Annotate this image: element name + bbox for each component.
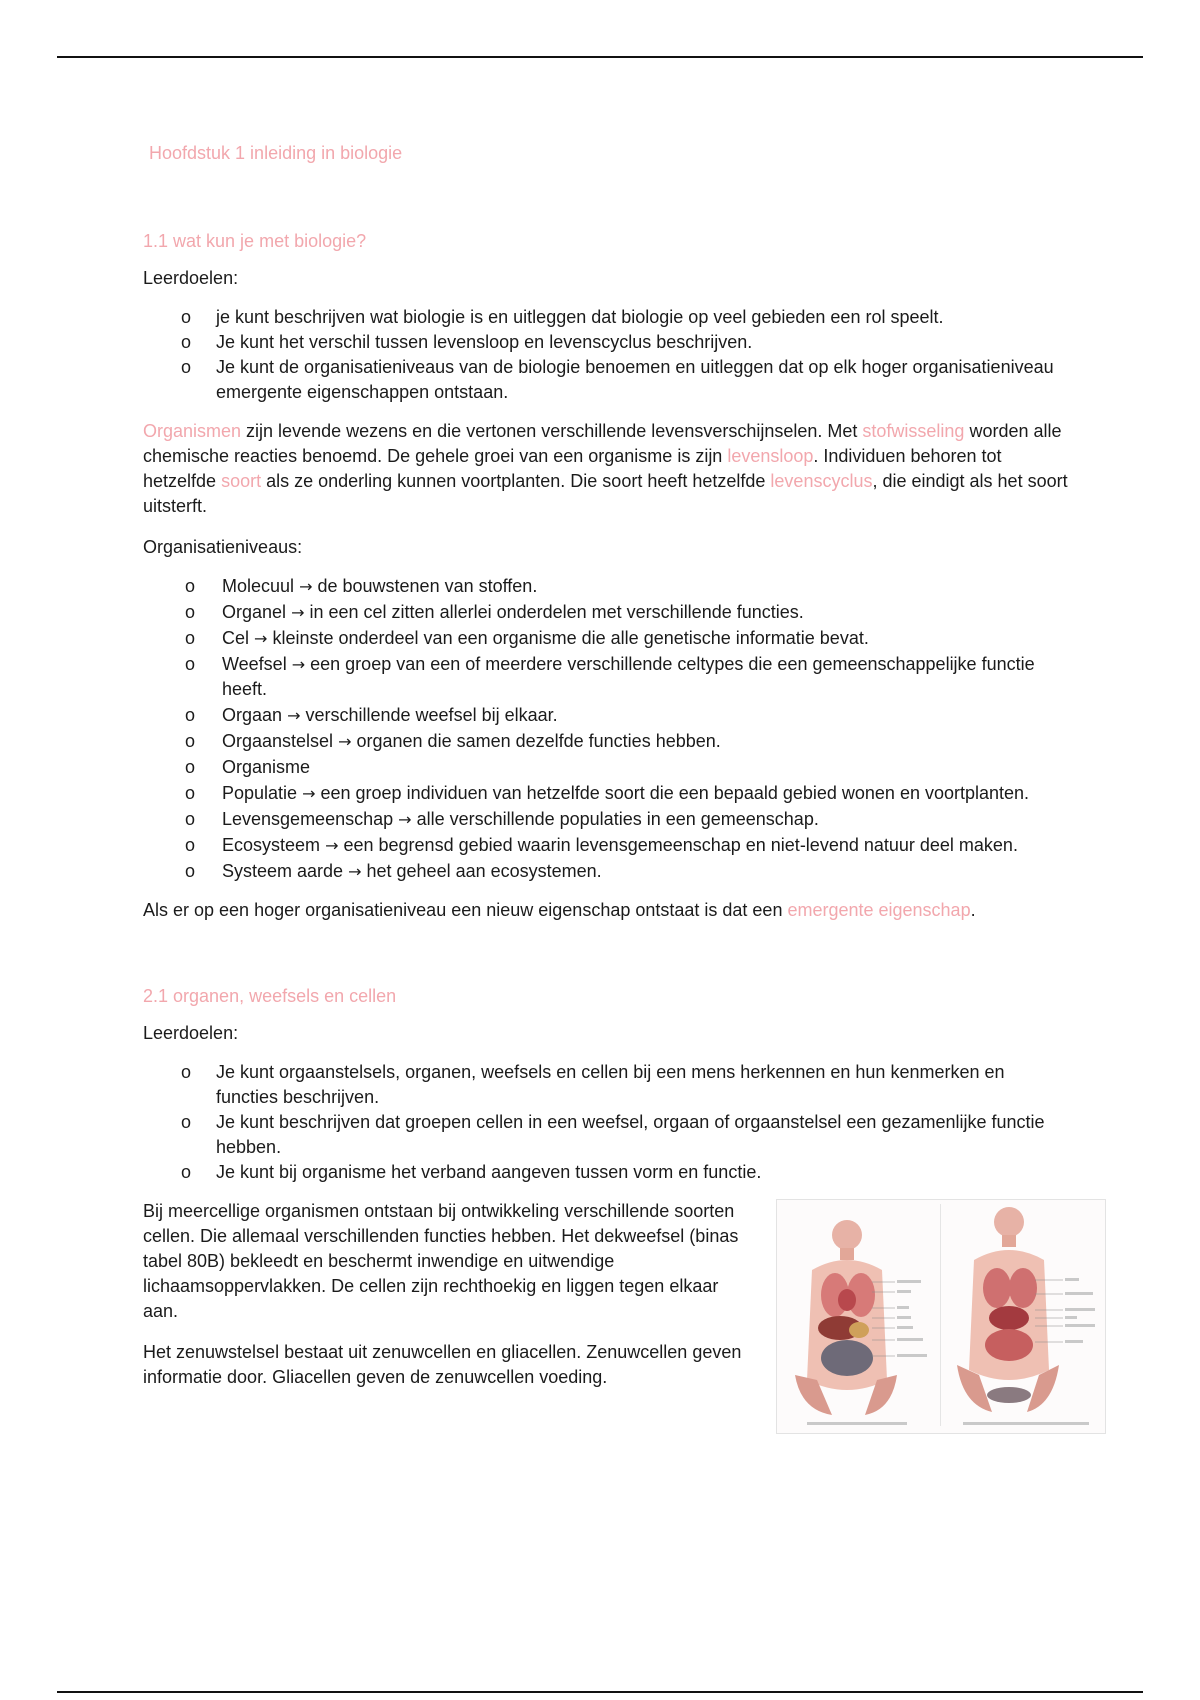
arrow-right-icon: → <box>325 836 339 855</box>
learning-goals-list <box>143 305 1068 405</box>
arrow-right-icon: → <box>299 577 313 596</box>
anatomical-torso-models-image <box>777 1200 1105 1433</box>
bullet: o <box>181 357 192 377</box>
bullet: o <box>181 1112 192 1132</box>
term-soort: soort <box>221 471 262 491</box>
bullet: o <box>185 705 196 725</box>
list-item: o Levensgemeenschap → alle verschillende populaties in een gemeenschap. <box>143 807 1068 832</box>
term-organismen: Organismen <box>143 421 242 441</box>
list-item: o je kunt beschrijven wat biologie is en uitleggen dat biologie op veel gebieden een rol speelt. <box>143 305 1068 330</box>
bullet: o <box>181 307 192 327</box>
list-item: o Je kunt bij organisme het verband aangeven tussen vorm en functie. <box>143 1160 1068 1185</box>
list-item: o Organisme <box>143 755 1068 780</box>
section-title-1: 1.1 wat kun je met biologie? <box>143 231 367 251</box>
bullet: o <box>185 835 196 855</box>
emergent-paragraph: Als er op een hoger organisatieniveau een nieuw eigenschap ontstaat is dat een emergente eigenschap. <box>143 900 976 920</box>
list-item: o Organel → in een cel zitten allerlei onderdelen met verschillende functies. <box>143 600 1068 625</box>
arrow-right-icon: → <box>348 862 362 881</box>
bullet: o <box>185 757 196 777</box>
arrow-right-icon: → <box>398 810 412 829</box>
term-levensloop: levensloop <box>727 446 814 466</box>
bullet: o <box>185 576 196 596</box>
arrow-right-icon: → <box>287 706 301 725</box>
anatomical-torso-figure <box>776 1199 1106 1434</box>
levels-label: Organisatieniveaus: <box>143 537 303 557</box>
term-emergente-eigenschap: emergente eigenschap <box>787 900 971 920</box>
term-stofwisseling: stofwisseling <box>862 421 965 441</box>
text-with-figure <box>143 1199 1068 1390</box>
body-text-column <box>143 1199 758 1390</box>
bullet: o <box>181 1062 192 1082</box>
bullet: o <box>185 809 196 829</box>
intro-paragraph: Organismen zijn levende wezens en die vertonen verschillende levensverschijnselen. Met stofwisseling worden alle chemische reacties benoemd. De gehele groei van een organisme is zijn levensloop. Individuen behoren tot hetzelfde soort als ze onderling kunnen voortplanten. Die soort heeft hetzelfde levenscyclus, die eindigt als het soort uitsterft. <box>143 421 1068 516</box>
list-item: o Molecuul → de bouwstenen van stoffen. <box>143 574 1068 599</box>
dekweefsel-paragraph: Bij meercellige organismen ontstaan bij ontwikkeling verschillende soorten cellen. Die allemaal verschillenden functies hebben. Het dekweefsel (binas tabel 80B) bekleedt en beschermt inwendige en uitwendige lichaamsoppervlakken. De cellen zijn rechthoekig en liggen tegen elkaar aan. <box>143 1201 739 1321</box>
term-levenscyclus: levenscyclus <box>770 471 873 491</box>
arrow-right-icon: → <box>302 784 316 803</box>
torso-model-left <box>795 1220 897 1415</box>
bullet: o <box>185 731 196 751</box>
list-item: o Orgaanstelsel → organen die samen dezelfde functies hebben. <box>143 729 1068 754</box>
learning-goals-label: Leerdoelen: <box>143 268 239 288</box>
bullet: o <box>185 861 196 881</box>
list-item: o Orgaan → verschillende weefsel bij elkaar. <box>143 703 1068 728</box>
learning-goals-list-2 <box>143 1060 1068 1185</box>
arrow-right-icon: → <box>291 655 306 674</box>
chapter-title: Hoofdstuk 1 inleiding in biologie <box>149 143 403 163</box>
arrow-right-icon: → <box>291 603 305 622</box>
list-item: o Je kunt orgaanstelsels, organen, weefsels en cellen bij een mens herkennen en hun kenmerken en functies beschrijven. <box>181 1062 1005 1107</box>
learning-goals-label: Leerdoelen: <box>143 1023 239 1043</box>
bullet: o <box>185 602 196 622</box>
header-rule <box>57 56 1143 58</box>
footer-rule <box>57 1691 1143 1693</box>
bullet: o <box>185 783 196 803</box>
torso-model-right <box>957 1207 1059 1412</box>
list-item: o Je kunt de organisatieniveaus van de biologie benoemen en uitleggen dat op elk hoger organisatieniveau emergente eigenschappen ontstaan. <box>181 357 1054 402</box>
bullet: o <box>181 1162 192 1182</box>
bullet: o <box>185 654 196 674</box>
organisation-levels-list <box>143 574 1068 884</box>
arrow-right-icon: → <box>338 732 352 751</box>
list-item: o Cel → kleinste onderdeel van een organisme die alle genetische informatie bevat. <box>143 626 1068 651</box>
list-item: o Weefsel → een groep van een of meerdere verschillende celtypes die een gemeenschappelijke functie heeft. <box>185 654 1035 699</box>
list-item: o Ecosysteem → een begrensd gebied waarin levensgemeenschap en niet-levend natuur deel maken. <box>143 833 1068 858</box>
list-item: o Je kunt beschrijven dat groepen cellen in een weefsel, orgaan of orgaanstelsel een gezamenlijke functie hebben. <box>181 1112 1045 1157</box>
arrow-right-icon: → <box>254 629 268 648</box>
bullet: o <box>181 332 192 352</box>
zenuwstelsel-paragraph: Het zenuwstelsel bestaat uit zenuwcellen en gliacellen. Zenuwcellen geven informatie door. Gliacellen geven de zenuwcellen voeding. <box>143 1342 742 1387</box>
list-item: o Systeem aarde → het geheel aan ecosystemen. <box>143 859 1068 884</box>
document-body <box>143 140 1068 1406</box>
section-title-2: 2.1 organen, weefsels en cellen <box>143 986 397 1006</box>
list-item: o Je kunt het verschil tussen levensloop en levenscyclus beschrijven. <box>143 330 1068 355</box>
bullet: o <box>185 628 196 648</box>
list-item: o Populatie → een groep individuen van hetzelfde soort die een bepaald gebied wonen en voortplanten. <box>143 781 1068 806</box>
